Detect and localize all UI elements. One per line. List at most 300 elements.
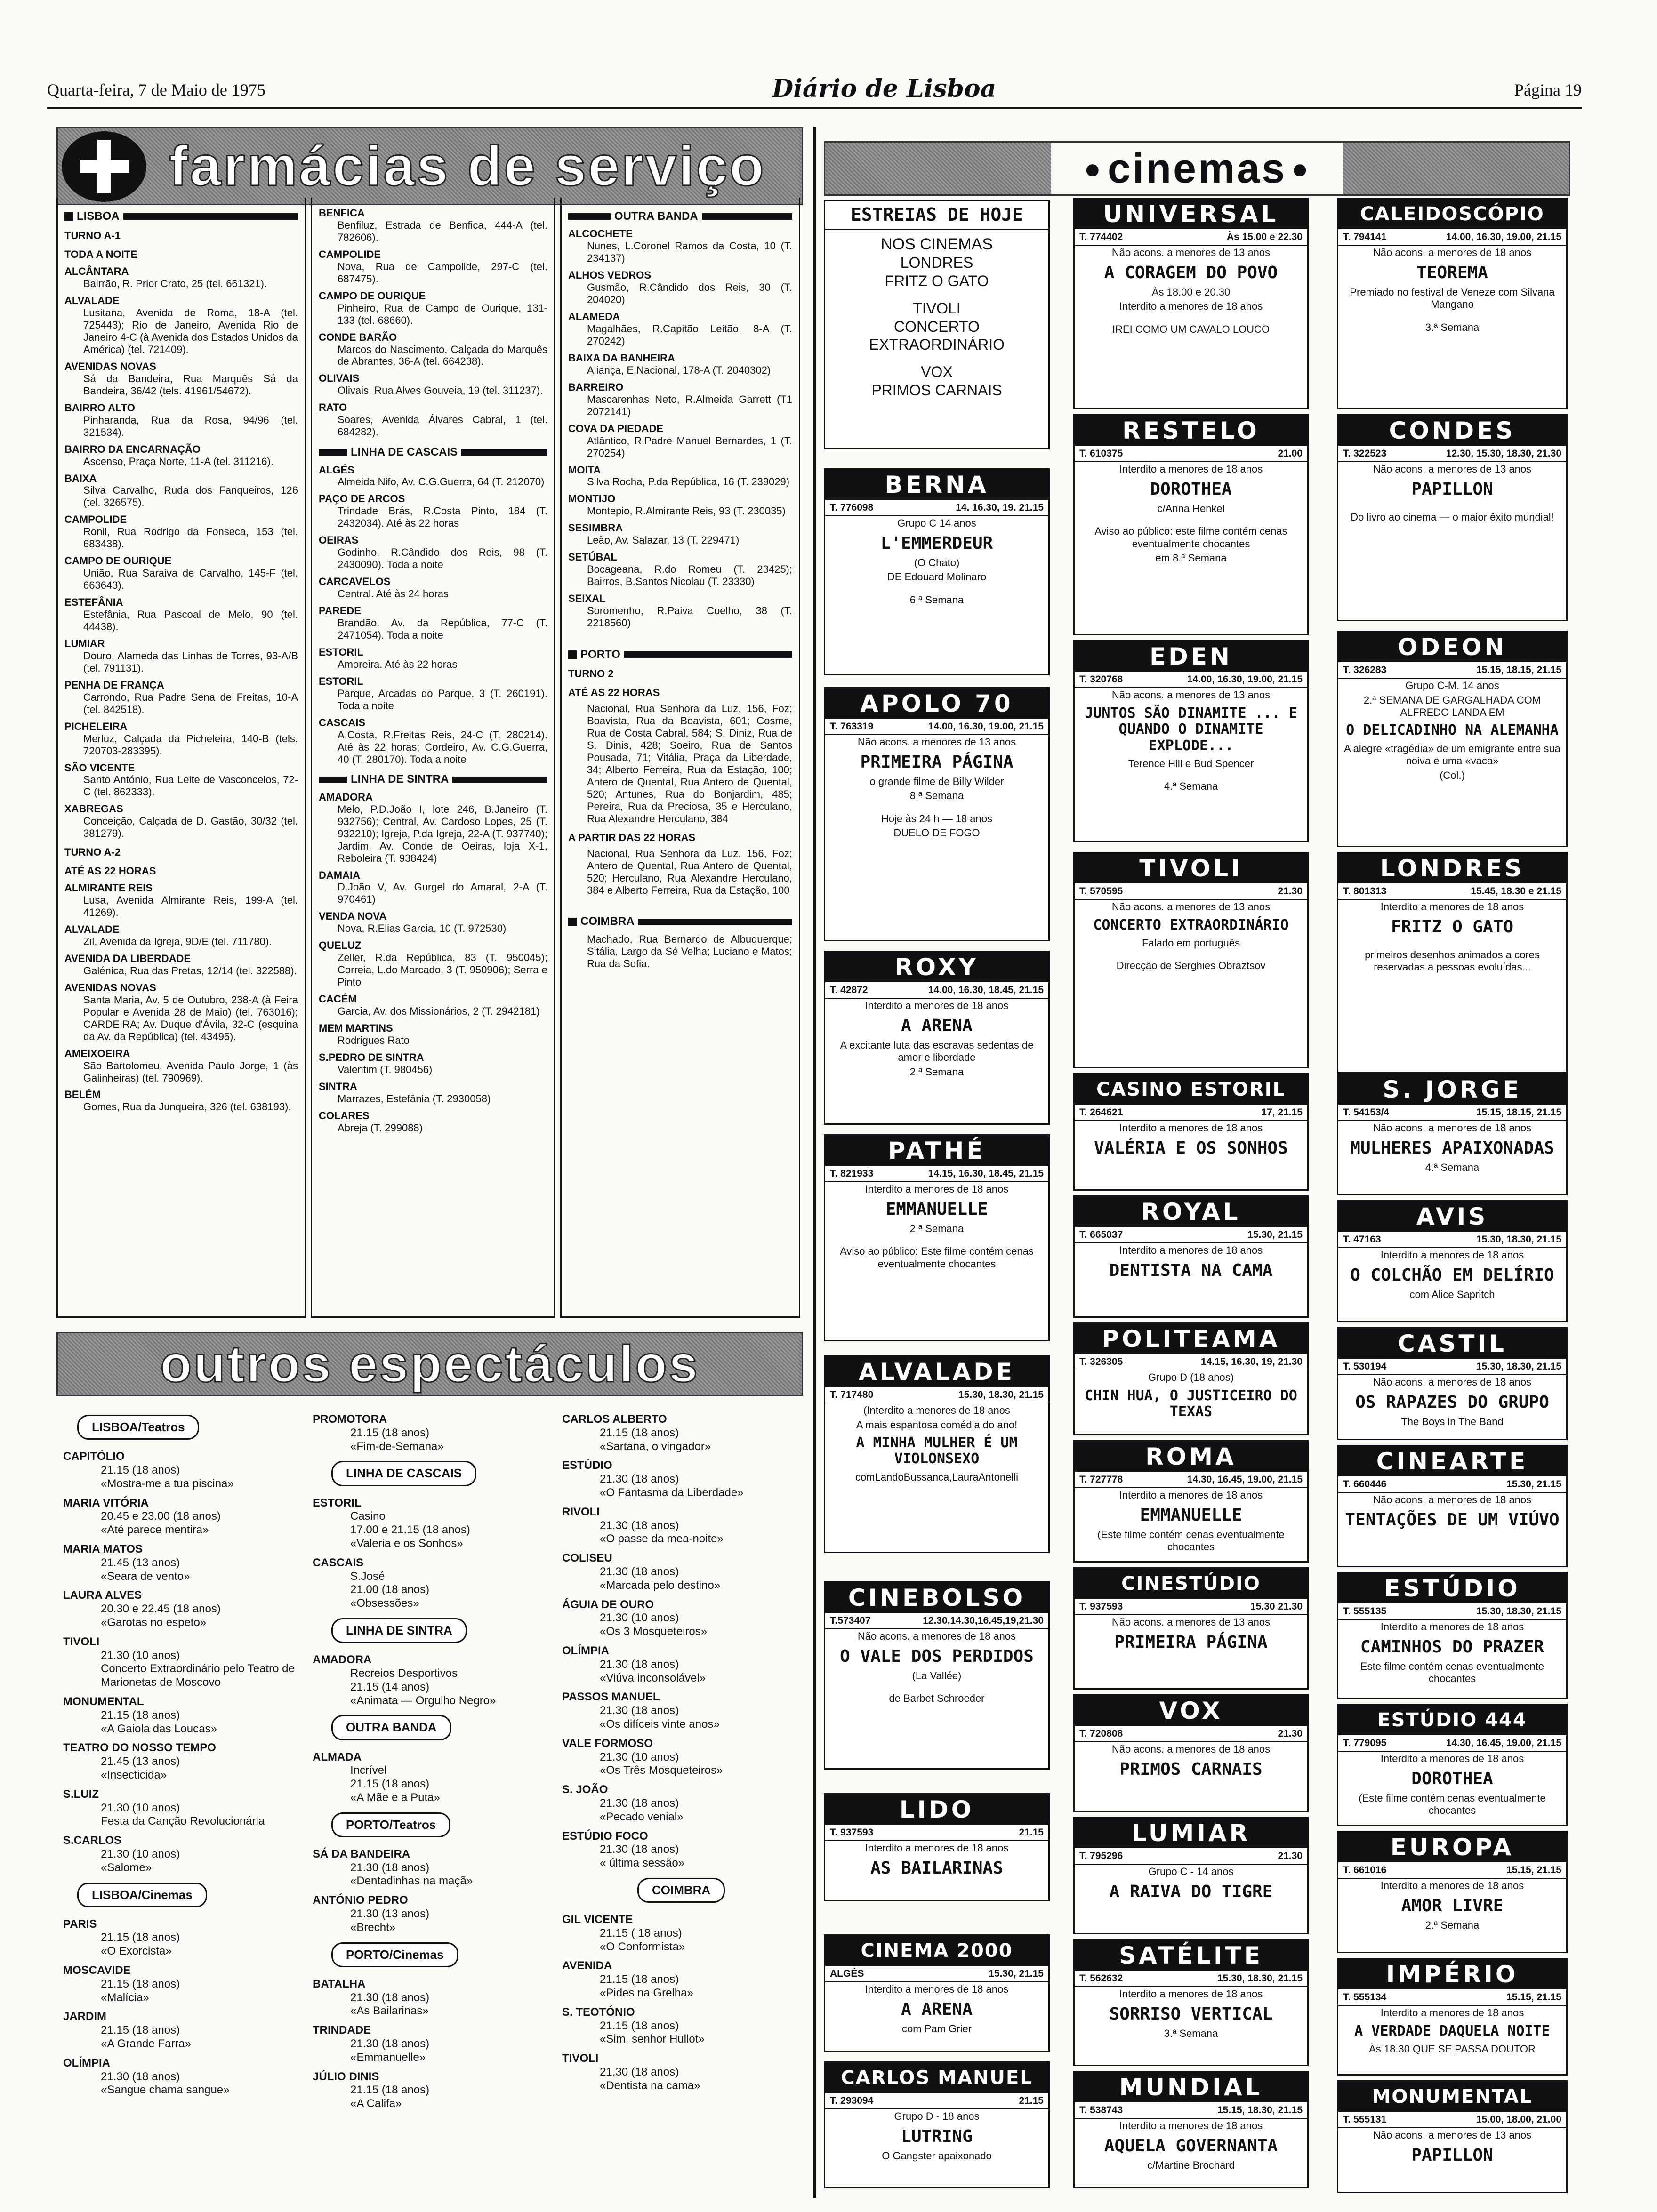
cinema-list [63, 1918, 295, 2098]
pharmacy-entry: Abreja (T. 299088) [338, 1122, 423, 1134]
outros-banner [56, 1332, 803, 1396]
pharmacy-location: AVENIDA DA LIBERDADE [64, 952, 191, 964]
show-title: «Malícia» [101, 1991, 149, 2004]
cinema-detail: c/Anna Henkel [1157, 502, 1225, 514]
cinema-name: IMPÉRIO [1338, 1959, 1566, 1989]
venue-name: OLÍMPIA [562, 1644, 609, 1657]
cinema-name: LONDRES [1338, 853, 1566, 883]
session-times: 15.45, 18.30 e 21.15 [1471, 886, 1561, 897]
estreia-line: TIVOLI [913, 300, 961, 317]
venue-name: CARLOS ALBERTO [562, 1413, 667, 1426]
film-title: O DELICADINHO NA ALEMANHA [1346, 722, 1559, 739]
cinema-name: RESTELO [1075, 416, 1307, 446]
pharmacy-location: CAMPOLIDE [319, 248, 381, 260]
pharmacy-location: ALVALADE [64, 923, 120, 936]
cinema-detail: Terence Hill e Bud Spencer [1128, 758, 1254, 770]
show-title: Festa da Canção Revolucionária [101, 1815, 265, 1828]
show-title: «Até parece mentira» [101, 1523, 209, 1537]
cinema-box-tivoli [1073, 852, 1309, 1068]
cinema-info-row [825, 1166, 1048, 1182]
cinema-phone: T. 821933 [830, 1168, 874, 1179]
cinema-info-row [825, 1966, 1048, 1982]
cinema-note: Interdito a menores de 18 anos [1380, 1249, 1524, 1261]
cinema-detail: 4.ª Semana [1164, 780, 1218, 793]
cinema-detail: comLandoBussanca,LauraAntonelli [855, 1471, 1019, 1483]
cinema-note: Não acons. a menores de 18 anos [1111, 1743, 1271, 1755]
pharmacy-entry: Douro, Alameda das Linhas de Torres, 93-A/B (tel. 791131). [83, 649, 298, 674]
show-title: «Os difíceis vinte anos» [600, 1717, 720, 1731]
pharmacy-entry: Brandão, Av. da República, 77-C (T. 2471054). Toda a noite [338, 617, 547, 641]
pharmacy-entry: Pinharanda, Rua da Rosa, 94/96 (tel. 321534). [83, 414, 298, 438]
venue-name: ÁGUIA DE OURO [562, 1598, 654, 1611]
session-times: 14.00, 16.30, 19.00, 21.15 [928, 721, 1044, 732]
cinema-detail: o grande filme de Billy Wilder [869, 775, 1004, 787]
cinema-info-row [1075, 1472, 1307, 1488]
porto-night-pharmacies-text: Nacional, Rua Senhora da Luz, 156, Foz; Antero de Quental, Rua Antero de Quental, 520; Herculano, Rua Alexandre Herculano, 384 e Alberto Ferreira, Rua da Estação, 100 [587, 847, 792, 896]
cinema-box-carlosmanuel [824, 2061, 1050, 2188]
show-time: 21.30 (10 anos) [600, 1750, 679, 1763]
cinema-detail: DE Edouard Molinaro [887, 571, 987, 583]
cinema-phone: T. 530194 [1343, 1361, 1387, 1372]
pharmacy-location: XABREGAS [64, 803, 123, 815]
cinema-name: LIDO [825, 1795, 1048, 1825]
cinemas-banner-title: ● cinemas ● [1051, 143, 1343, 194]
film-title: CAMINHOS DO PRAZER [1360, 1637, 1544, 1657]
cinema-box-sjorge [1337, 1073, 1568, 1195]
turno-heading: A PARTIR DAS 22 HORAS [568, 831, 696, 843]
pharmacy-location: PICHELEIRA [64, 720, 128, 732]
pharmacy-location: ESTEFÂNIA [64, 596, 123, 609]
pharmacy-entry: Melo, P.D.João I, lote 246, B.Janeiro (T. 932756); Central, Av. Cardoso Lopes, 25 (T. 932210); Igreja, P.da Igreja, 22-A (T. 937740); Jardim, Av. Conde de Oeiras, loja X-1, Reboleira (T. 938424) [338, 803, 547, 864]
cinema-info-row [1075, 883, 1307, 900]
cinema-box-europa [1337, 1831, 1568, 1953]
cinema-box-satelite [1073, 1939, 1309, 2066]
cinema-box-cinema2000 [824, 1934, 1050, 2052]
pharmacy-entry: D.João V, Av. Gurgel do Amaral, 2-A (T. 970461) [338, 881, 547, 906]
show-title: «Pecado venial» [600, 1810, 684, 1823]
cinema-name: ESTÚDIO 444 [1338, 1705, 1566, 1735]
cinema-note: Não acons. a menores de 18 anos [1373, 1376, 1532, 1388]
cinema-name: ROMA [1075, 1442, 1307, 1472]
cinema-detail [1338, 312, 1566, 321]
session-times: 12.30,14.30,16.45,19,21.30 [923, 1615, 1044, 1626]
pharmacy-location: ALHOS VEDROS [568, 269, 652, 281]
cinema-info-row [825, 982, 1048, 999]
cinema-info-row [1338, 662, 1566, 679]
pharmacy-entry: Conceição, Calçada de D. Gastão, 30/32 (tel. 381279). [83, 815, 298, 840]
pharmacy-column-2 [311, 198, 555, 1318]
coimbra-pharmacies-text: Machado, Rua Bernardo de Albuquerque; Sitália, Largo da Sé Velha; Luciano e Matos; Rua da Sofia. [587, 933, 792, 970]
cinema-name: CINESTÚDIO [1075, 1569, 1307, 1599]
pharmacy-location: S.PEDRO DE SINTRA [319, 1051, 424, 1063]
venue-name: S.CARLOS [63, 1834, 122, 1847]
cinema-detail: Interdito a menores de 18 anos [1119, 300, 1263, 313]
cinema-box-cinebolso [824, 1581, 1050, 1770]
film-title: PRIMEIRA PÁGINA [860, 752, 1014, 772]
cinema-phone: T. 937593 [1079, 1601, 1123, 1612]
pharmacy-entry: Zil, Avenida da Igreja, 9D/E (tel. 711780). [83, 935, 272, 947]
show-time: 21.00 (18 anos) [350, 1583, 430, 1596]
cinema-info-row [1075, 1726, 1307, 1742]
cinema-detail: (La Vallée) [912, 1669, 962, 1682]
section-head-lisboa-cinemas: LISBOA/Cinemas [77, 1883, 207, 1907]
cinema-detail: 6.ª Semana [909, 593, 964, 606]
show-title: «Dentista na cama» [600, 2079, 700, 2092]
pharmacy-location: AVENIDAS NOVAS [64, 981, 156, 994]
cinema-note: Interdito a menores de 18 anos [865, 1183, 1009, 1195]
cinema-detail: primeiros desenhos animados a cores reservadas a pessoas evoluídas... [1365, 948, 1540, 973]
cinema-detail: de Barbet Schroeder [889, 1692, 985, 1705]
cinema-phone: T. 264621 [1079, 1107, 1123, 1118]
film-title: VALÉRIA E OS SONHOS [1094, 1138, 1288, 1158]
section-head-sintra: LINHA DE SINTRA [319, 773, 547, 786]
session-times: 15.30, 18.30, 21.15 [958, 1389, 1044, 1400]
cinema-detail: 2.ª Semana [1425, 1919, 1480, 1931]
estreia-line: FRITZ O GATO [885, 272, 989, 289]
venue-hall: Incrível [350, 1764, 387, 1777]
film-title: A ARENA [901, 1016, 973, 1035]
pharmacy-list-cascais [319, 464, 547, 766]
cinema-phone: T. 538743 [1079, 2105, 1123, 2116]
estreia-line [825, 353, 1048, 363]
pharmacy-entry: União, Rua Saraiva de Carvalho, 145-F (tel. 663643). [83, 567, 298, 592]
show-time: 20.30 e 22.45 (18 anos) [101, 1603, 221, 1616]
cinema-note: Não acons. a menores de 18 anos [857, 1630, 1016, 1643]
session-times: 15.15, 18.15, 21.15 [1476, 1107, 1561, 1118]
pharmacy-entry: Central. Até às 24 horas [338, 588, 449, 600]
pharmacy-location: AMADORA [319, 791, 373, 803]
show-time: 21.15 (18 anos) [600, 2019, 679, 2032]
show-title: Concerto Extraordinário pelo Teatro de Marionetas de Moscovo [101, 1662, 295, 1689]
cinema-name: CINEBOLSO [825, 1583, 1048, 1613]
cinema-note: A mais espantosa comédia do ano! [856, 1419, 1018, 1431]
cinema-phone: T. 665037 [1079, 1229, 1123, 1240]
cinema-name: ODEON [1338, 632, 1566, 662]
cinema-phone: T. 801313 [1343, 886, 1387, 897]
show-time: 21.15 (18 anos) [101, 1708, 180, 1722]
pharmacy-entry: Nova, R.Elias Garcia, 10 (T. 972530) [338, 922, 507, 935]
cinema-name: ROYAL [1075, 1197, 1307, 1227]
pharmacy-entry: Godinho, R.Cândido dos Reis, 98 (T. 2430090). Toda a noite [338, 546, 547, 571]
cinema-name: UNIVERSAL [1075, 199, 1307, 229]
cinema-info-row [1338, 883, 1566, 900]
film-title: A VERDADE DAQUELA NOITE [1354, 2022, 1550, 2039]
film-title: JUNTOS SÃO DINAMITE ... E QUANDO O DINAMITE EXPLODE... [1085, 705, 1297, 754]
film-title: CHIN HUA, O JUSTICEIRO DO TEXAS [1085, 1387, 1297, 1420]
pharmacy-entry: Parque, Arcadas do Parque, 3 (T. 260191). Toda a noite [338, 687, 547, 712]
cinema-name: CONDES [1338, 416, 1566, 446]
pharmacy-entry: A.Costa, R.Freitas Reis, 24-C (T. 280214). Até às 22 horas; Cordeiro, Av. C.G.Guerra, 40 (T. 280170). Toda a noite [338, 729, 547, 765]
cinema-detail [1075, 950, 1307, 959]
pharmacy-entry: Soares, Avenida Álvares Cabral, 1 (tel. 684282). [338, 414, 547, 438]
cinema-phone: T. 774402 [1079, 232, 1123, 242]
cinema-detail [1075, 314, 1307, 322]
cinema-info-row [1338, 2112, 1566, 2128]
venue-name: CASCAIS [313, 1556, 364, 1569]
turno-heading: ATÉ AS 22 HORAS [568, 687, 660, 699]
show-time: 21.30 (18 anos) [600, 1473, 679, 1486]
show-time: 20.45 e 23.00 (18 anos) [101, 1510, 221, 1523]
pharmacy-entry: Mascarenhas Neto, R.Almeida Garrett (T1 2072141) [587, 393, 792, 417]
pharmacy-location: ALGÉS [319, 464, 354, 476]
pharmacy-list-a2 [64, 882, 298, 1113]
show-title: «Garotas no espeto» [101, 1616, 207, 1629]
pharmacy-entry: Valentim (T. 980456) [338, 1063, 433, 1075]
film-title: AMOR LIVRE [1401, 1896, 1504, 1915]
cinema-detail: 3.ª Semana [1164, 2027, 1218, 2039]
show-time: 21.45 (13 anos) [101, 1755, 180, 1768]
show-title: «A Grande Farra» [101, 2037, 192, 2051]
session-times: 15.15, 21.15 [1506, 1865, 1561, 1875]
show-time: 21.30 (13 anos) [350, 1907, 430, 1921]
pharmacy-entry: Nova, Rua de Campolide, 297-C (tel. 687475). [338, 260, 547, 285]
estreia-line: VOX [921, 363, 953, 381]
session-times: 21.30 [1278, 886, 1303, 897]
show-time: 21.15 (18 anos) [350, 1778, 430, 1791]
cinema-info-row [1338, 1476, 1566, 1493]
cinema-info-row [1338, 1105, 1566, 1121]
section-head-cascais: LINHA DE CASCAIS [319, 446, 547, 459]
cinema-phone: T. 320768 [1079, 674, 1123, 685]
pharmacy-entry: Silva Rocha, P.da República, 16 (T. 239029) [587, 476, 790, 488]
cinema-phone: T. 322523 [1343, 448, 1387, 459]
venue-name: AMADORA [313, 1653, 372, 1667]
show-title: «Brecht» [350, 1921, 396, 1934]
show-time: 21.30 (10 anos) [101, 1649, 180, 1662]
film-title: TEOREMA [1416, 263, 1488, 282]
cinema-info-row [1338, 1232, 1566, 1248]
show-title: «Obsessões» [350, 1597, 419, 1610]
outros-column-1 [56, 1403, 301, 2193]
pharmacy-location: COLARES [319, 1109, 370, 1122]
estreia-line: EXTRAORDINÁRIO [869, 336, 1005, 353]
cinema-info-row [1338, 1735, 1566, 1752]
pharmacy-location: PAREDE [319, 605, 362, 617]
cinema-detail: Hoje às 24 h — 18 anos [881, 812, 993, 825]
film-title: PAPILLON [1411, 2145, 1493, 2165]
cinema-name: SATÉLITE [1075, 1940, 1307, 1971]
film-title: TENTAÇÕES DE UM VIÚVO [1345, 1510, 1560, 1530]
turno-heading: TURNO 2 [568, 668, 614, 680]
film-title: EMMANUELLE [885, 1199, 988, 1219]
pharmacy-column-3 [560, 198, 800, 1318]
cinema-box-mundial [1073, 2071, 1309, 2188]
turno-heading: ATÉ AS 22 HORAS [64, 865, 156, 877]
cinema-detail: Aviso ao público: Este filme contém cenas eventualmente chocantes [840, 1245, 1034, 1270]
cinema-info-row [1338, 1603, 1566, 1620]
venue-name: MARIA MATOS [63, 1542, 143, 1555]
cinema-detail: 4.ª Semana [1425, 1161, 1480, 1173]
pharmacy-location: PAÇO DE ARCOS [319, 493, 405, 505]
show-time: 21.30 (18 anos) [350, 2037, 430, 2051]
cinema-detail: A alegre «tragédia» de um emigrante entre sua noiva e uma «vaca» [1344, 742, 1560, 767]
cinema-name: AVIS [1338, 1202, 1566, 1232]
cinema-detail [1075, 771, 1307, 779]
show-title: «Viúva inconsolável» [600, 1671, 706, 1684]
cinema-name: CINEMA 2000 [825, 1936, 1048, 1966]
cinema-box-casino [1073, 1073, 1309, 1191]
cinema-info-row [1075, 1227, 1307, 1243]
newspaper-title: Diário de Lisboa [772, 74, 997, 103]
venue-name: MONUMENTAL [63, 1695, 144, 1708]
show-title: «Emmanuelle» [350, 2051, 426, 2064]
venue-name: JÚLIO DINIS [313, 2070, 379, 2083]
show-title: «Seara de vento» [101, 1570, 190, 1583]
show-time: 21.15 (18 anos) [350, 2084, 430, 2097]
venue-name: COLISEU [562, 1552, 612, 1565]
cinema-name: LUMIAR [1075, 1818, 1307, 1848]
cinema-note: Grupo D (18 anos) [1148, 1371, 1234, 1384]
show-title: «Mostra-me a tua piscina» [101, 1477, 234, 1490]
pharmacy-entry: Bairrão, R. Prior Crato, 25 (tel. 661321). [83, 278, 267, 290]
show-title: «Animata — Orgulho Negro» [350, 1694, 496, 1707]
cinema-name: EUROPA [1338, 1832, 1566, 1862]
session-times: 15.15, 18.15, 21.15 [1476, 665, 1561, 675]
pharmacy-entry: Magalhães, R.Capitão Leitão, 8-A (T. 270242) [587, 322, 792, 347]
show-title: «Sim, senhor Hullot» [600, 2033, 705, 2046]
pharmacy-entry: Ascenso, Praça Norte, 11-A (tel. 311216). [83, 455, 273, 467]
cinema-note: Interdito a menores de 18 anos [1380, 901, 1524, 913]
cinema-detail: (Este filme contém cenas eventualmente chocantes [1097, 1528, 1285, 1553]
estreia-line: PRIMOS CARNAIS [871, 381, 1002, 399]
cinema-detail: Aviso ao público: este filme contém cenas eventualmente chocantes [1094, 525, 1287, 550]
pharmacy-column-1 [56, 198, 306, 1318]
cinema-name: CARLOS MANUEL [825, 2063, 1048, 2093]
section-head-head-cascais: LINHA DE CASCAIS [331, 1461, 476, 1486]
cinema-info-row [825, 500, 1048, 516]
venue-name: ANTÓNIO PEDRO [313, 1894, 408, 1907]
venue-name: MOSCAVIDE [63, 1964, 131, 1977]
venue-name: PASSOS MANUEL [562, 1691, 660, 1704]
cinema-note: Grupo C - 14 anos [1148, 1866, 1234, 1878]
cinema-box-monumental [1337, 2080, 1568, 2193]
cinema-box-odeon [1337, 631, 1568, 847]
venue-name: S.LUIZ [63, 1787, 99, 1801]
session-times: 12.30, 15.30, 18.30, 21.30 [1446, 448, 1561, 459]
pharmacy-location: QUELUZ [319, 939, 362, 952]
film-title: FRITZ O GATO [1391, 917, 1514, 937]
cinema-box-avis [1337, 1200, 1568, 1322]
cinema-info-row [1338, 446, 1566, 462]
pharmacy-entry: Aliança, E.Nacional, 178-A (T. 2040302) [587, 364, 771, 376]
cinema-name: EDEN [1075, 641, 1307, 672]
show-time: 21.30 (18 anos) [600, 1704, 679, 1717]
venue-name: ESTORIL [313, 1496, 362, 1509]
cinema-note: Não acons. a menores de 13 anos [1373, 463, 1532, 475]
cinema-detail [825, 585, 1048, 593]
pharmacy-location: MEM MARTINS [319, 1022, 393, 1034]
pharmacy-entry: Santa Maria, Av. 5 de Outubro, 238-A (à Feira Popular e Avenida 28 de Maio) (tel. 763016); CARDEIRA; Av. Duque d'Ávila, 32-C (esquina da Av. da República) (tel. 43495). [83, 994, 298, 1042]
cinema-detail: Direcção de Serghies Obraztsov [1116, 960, 1266, 972]
cinema-detail: 2.ª Semana [909, 1222, 964, 1234]
cinema-detail: Falado em português [1142, 937, 1240, 949]
estreias-title: ESTREIAS DE HOJE [825, 201, 1048, 230]
cinema-name: VOX [1075, 1696, 1307, 1726]
cinema-name: MUNDIAL [1075, 2072, 1307, 2102]
show-time: 21.30 (18 anos) [350, 1991, 430, 2004]
outros-column-2 [306, 1403, 551, 2193]
cinema-detail: Do livro ao cinema — o maior êxito mundial! [1351, 511, 1554, 523]
venue-name: LAURA ALVES [63, 1589, 142, 1602]
cinema-phone: T. 326283 [1343, 665, 1387, 675]
cinema-detail: (O Chato) [914, 556, 960, 569]
cinema-note: Não acons. a menores de 13 anos [857, 736, 1016, 748]
session-times: Às 15.00 e 22.30 [1226, 232, 1303, 242]
show-time: 21.15 (18 anos) [101, 2024, 180, 2037]
pharmacy-entry: Santo António, Rua Leite de Vasconcelos, 72-C (tel. 862333). [83, 774, 298, 798]
cinema-phone: T. 937593 [830, 1827, 874, 1838]
pharmacy-entry: Silva Carvalho, Ruda dos Fanqueiros, 126 (tel. 326575). [83, 484, 298, 509]
pharmacy-location: OEIRAS [319, 534, 359, 546]
farmacias-banner-title: farmácias de serviço [169, 135, 766, 198]
coimbra-shows-list [562, 1913, 794, 2093]
show-title: «Fim-de-Semana» [350, 1440, 444, 1453]
section-head-outra-banda: OUTRA BANDA [568, 210, 792, 223]
show-title: «A Mãe e a Puta» [350, 1791, 440, 1804]
pharmacy-location: DAMAIA [319, 869, 360, 881]
cinema-name: ROXY [825, 952, 1048, 982]
cinema-phone: T. 776098 [830, 502, 874, 513]
pharmacy-location: ALMIRANTE REIS [64, 882, 153, 894]
show-time: 21.30 (18 anos) [600, 1519, 679, 1532]
session-times: 21.30 [1278, 1728, 1303, 1739]
cinema-note: Não acons. a menores de 13 anos [1373, 2129, 1532, 2141]
show-time: 21.15 (18 anos) [101, 1931, 180, 1944]
pharmacy-entry: Garcia, Av. dos Missionários, 2 (T. 2942181) [338, 1005, 540, 1018]
cinema-phone: T. 717480 [830, 1389, 874, 1400]
cinema-note: Interdito a menores de 18 anos [865, 1842, 1009, 1854]
session-times: 15.00, 18.00, 21.00 [1476, 2114, 1561, 2125]
cinema-phone: T. 795296 [1079, 1851, 1123, 1861]
section-head-porto: PORTO [568, 648, 792, 661]
film-title: PAPILLON [1411, 479, 1493, 499]
venue-name: PROMOTORA [313, 1413, 387, 1426]
cinema-note: Interdito a menores de 18 anos [1119, 2120, 1263, 2132]
cinema-detail: IREI COMO UM CAVALO LOUCO [1112, 323, 1270, 335]
film-title: O COLCHÃO EM DELÍRIO [1350, 1265, 1554, 1285]
session-times: 15.30, 21.15 [1506, 1479, 1561, 1490]
cinema-detail [1338, 502, 1566, 510]
cinema-box-roxy [824, 951, 1050, 1125]
session-times: 14.00, 16.30, 19.00, 21.15 [1187, 674, 1303, 685]
session-times: 15.30, 18.30, 21.15 [1476, 1606, 1561, 1617]
session-times: 15.15, 21.15 [1506, 1992, 1561, 2003]
cinema-detail: (Col.) [1440, 769, 1465, 781]
pharmacy-location: SESIMBRA [568, 522, 623, 534]
session-times: 14. 16.30, 19. 21.15 [956, 502, 1044, 513]
show-title: «O Conformista» [600, 1940, 685, 1953]
estreias-box [824, 200, 1050, 449]
pharmacy-entry: Gomes, Rua da Junqueira, 326 (tel. 638193). [83, 1101, 291, 1113]
cinema-phone: T. 562632 [1079, 1973, 1123, 1984]
pharmacy-location: VENDA NOVA [319, 910, 387, 922]
session-times: 15.30, 21.15 [989, 1968, 1044, 1979]
cinema-phone: T. 54153/4 [1343, 1107, 1390, 1118]
venue-name: TRINDADE [313, 2024, 371, 2037]
cinema-phone: T. 555131 [1343, 2114, 1387, 2125]
venue-name: ESTÚDIO FOCO [562, 1829, 648, 1843]
venue-name: TEATRO DO NOSSO TEMPO [63, 1741, 216, 1755]
cinema-box-estudio444 [1337, 1704, 1568, 1826]
session-times: 15.30, 18.30, 21.15 [1476, 1361, 1561, 1372]
cinema-note: Grupo D - 18 anos [894, 2110, 980, 2123]
show-title: «As Bailarinas» [350, 2004, 429, 2018]
cinema-note: Não acons. a menores de 18 anos [1373, 1122, 1532, 1134]
cinema-name: POLITEAMA [1075, 1324, 1307, 1354]
cinema-note: Interdito a menores de 18 anos [1380, 1880, 1524, 1892]
cinema-phone: T. 555134 [1343, 1992, 1387, 2003]
show-title: «A Gaiola das Loucas» [101, 1722, 217, 1735]
